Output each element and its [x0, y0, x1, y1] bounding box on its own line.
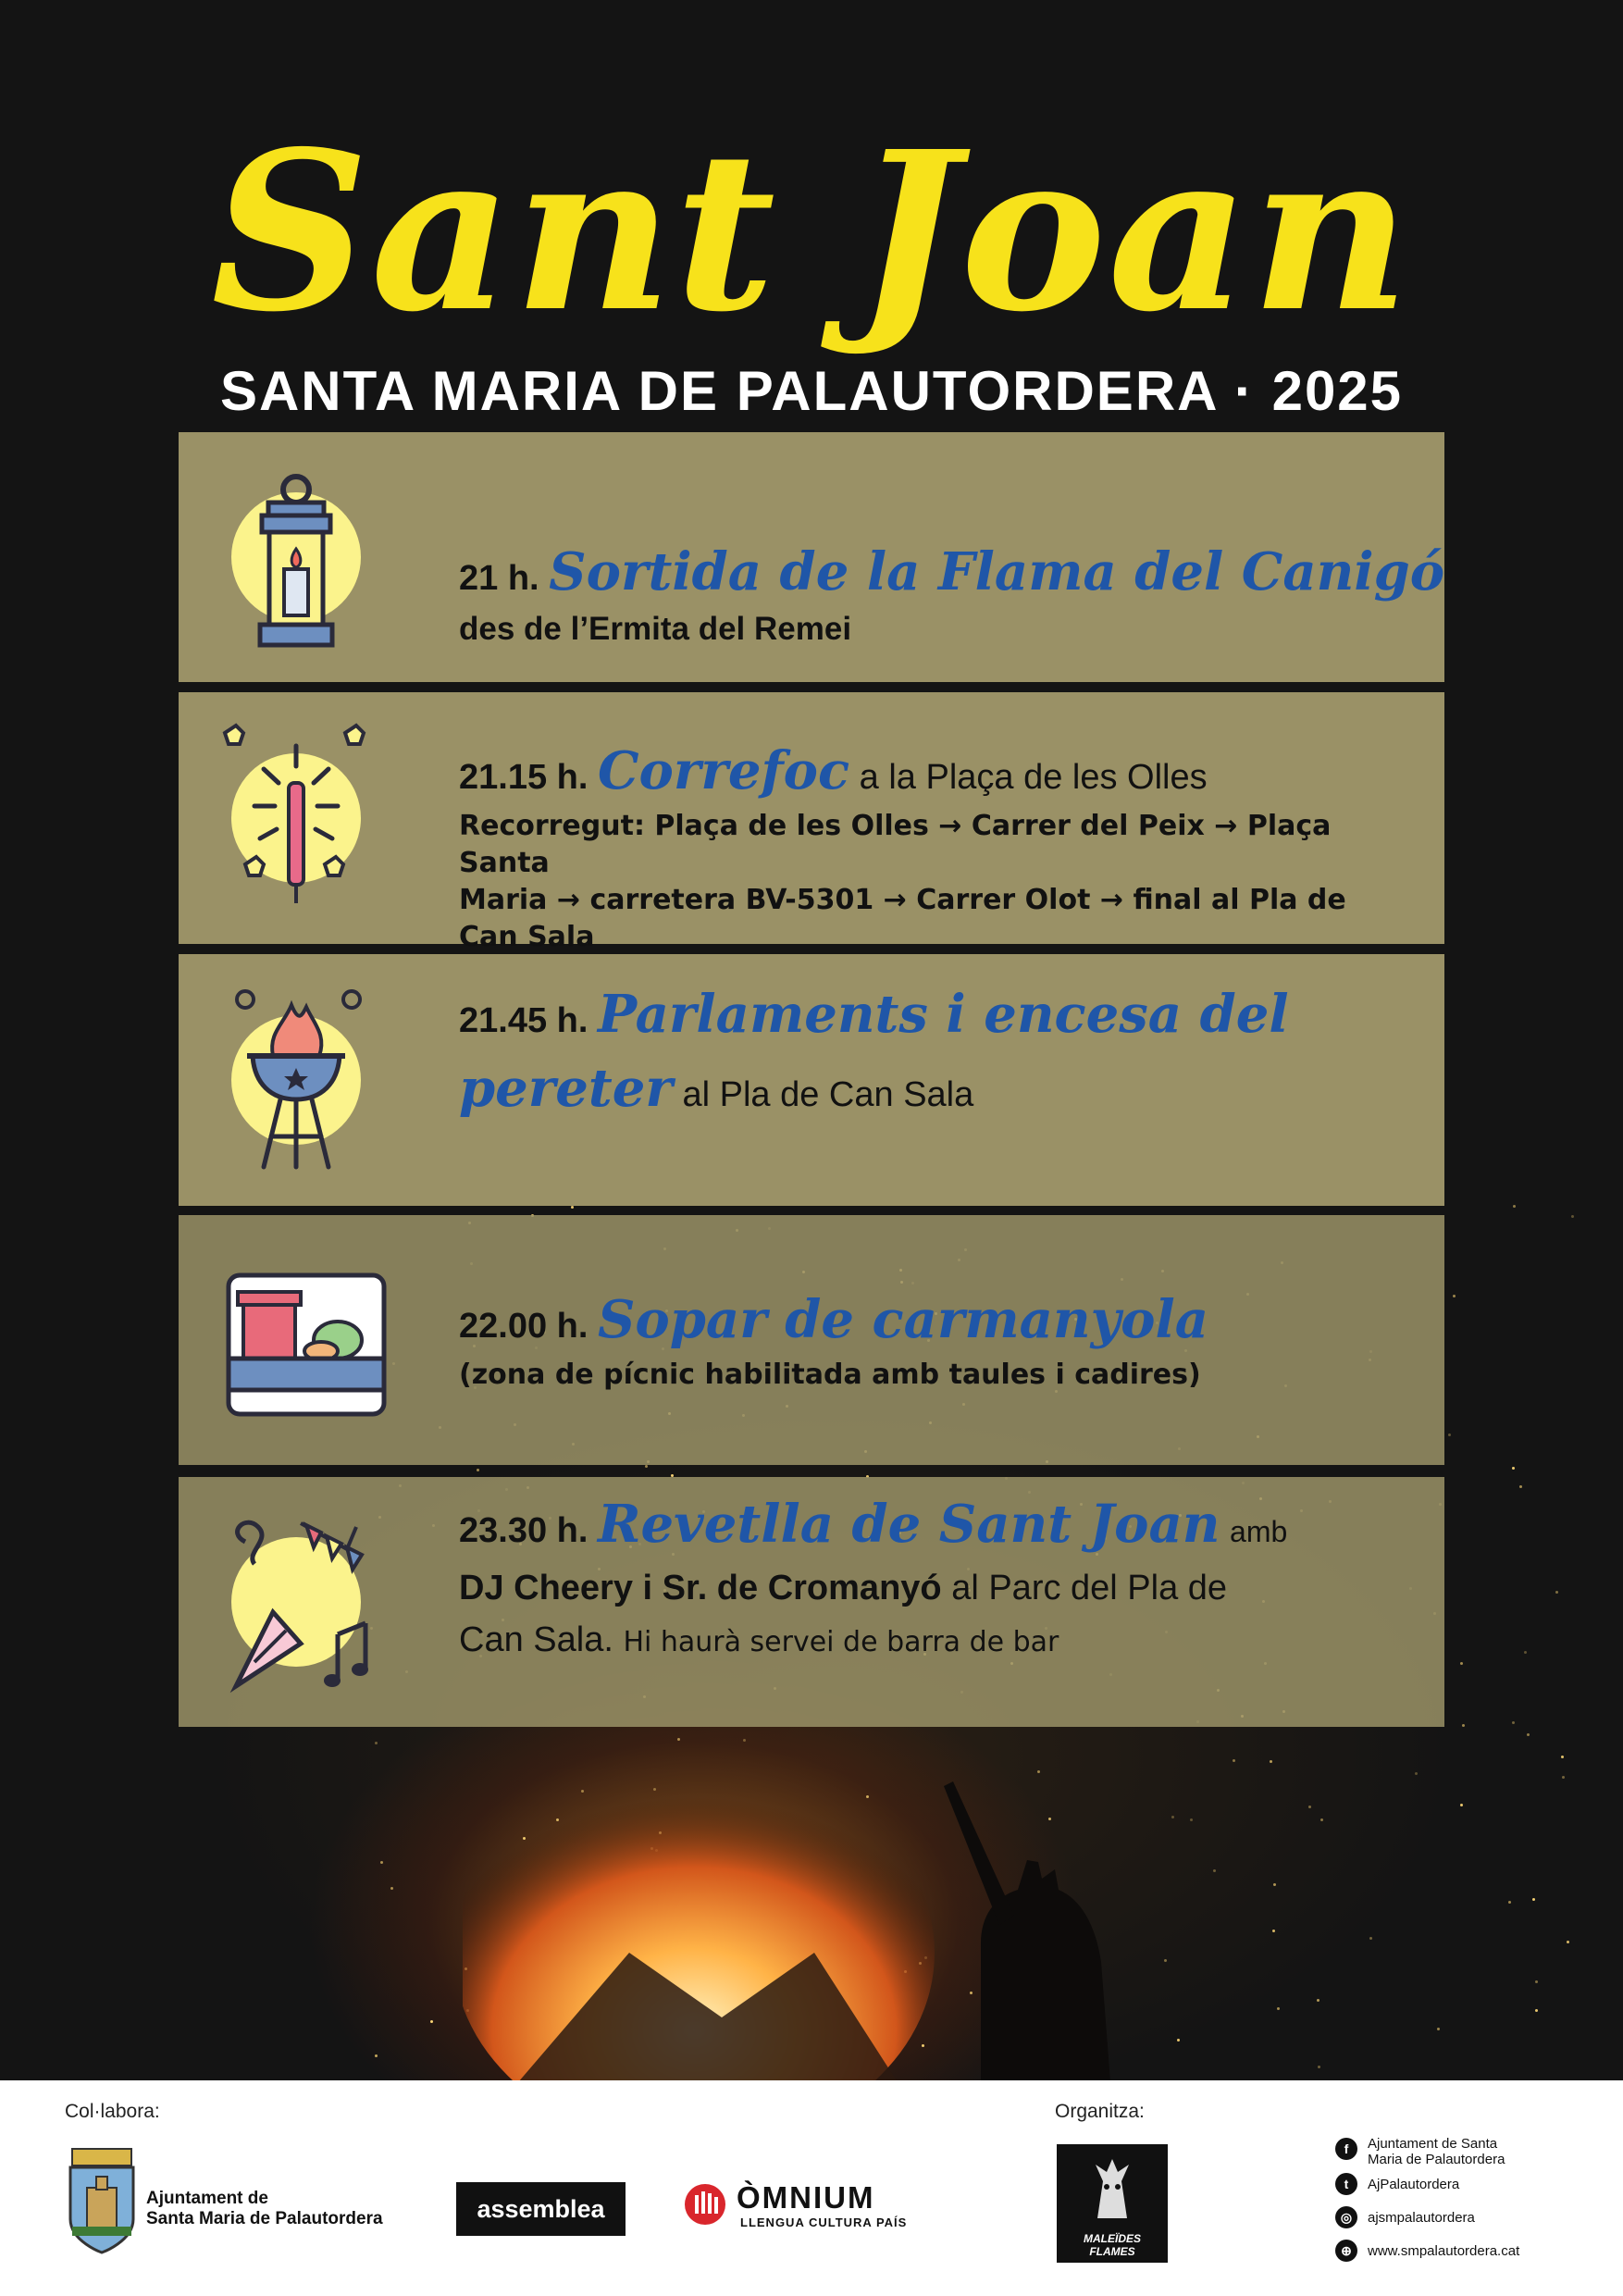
- spark: [1318, 2066, 1320, 2068]
- ajuntament-coat-of-arms-icon: [65, 2145, 139, 2256]
- spark: [1524, 1651, 1527, 1654]
- facebook-handle-line: Ajuntament de Santa: [1368, 2136, 1498, 2152]
- event-route-line: Maria → carretera BV-5301 → Carrer Olot → final al Pla de Can Sala: [459, 884, 1346, 953]
- spark: [1460, 1804, 1463, 1806]
- event-location: al Pla de Can Sala: [682, 1075, 974, 1114]
- event-card-correfoc: [179, 692, 1444, 953]
- spark: [1320, 1818, 1323, 1821]
- event-location-cont: Can Sala.: [459, 1620, 613, 1659]
- event-time: 22.00 h.: [459, 1307, 588, 1346]
- spark: [1453, 1295, 1456, 1297]
- facebook-handle-line: Maria de Palautordera: [1368, 2152, 1505, 2167]
- ajuntament-name-line: Santa Maria de Palautordera: [146, 2209, 383, 2228]
- event-name: Revetlla de Sant Joan: [597, 1494, 1220, 1555]
- party-icon: [217, 1505, 393, 1699]
- maleides-flames-line: MALEÏDES: [1083, 2232, 1141, 2245]
- spark: [1567, 1941, 1569, 1943]
- twitter-handle[interactable]: AjPalautordera: [1368, 2177, 1460, 2192]
- spark: [477, 1469, 479, 1471]
- event-time: 21.15 h.: [459, 758, 588, 797]
- twitter-icon: t: [1335, 2173, 1357, 2195]
- event-name: Sortida de la Flama del Canigó: [549, 541, 1445, 602]
- event-name: Sopar de carmanyola: [597, 1289, 1209, 1350]
- bonfire-illustration: [463, 1647, 1221, 2082]
- organitza-label: Organitza:: [1055, 2101, 1145, 2122]
- spark: [1270, 1760, 1272, 1763]
- event-performers: DJ Cheery i Sr. de Cromanyó: [459, 1569, 942, 1607]
- event-route-line: Recorregut: Plaça de les Olles → Carrer del Peix → Plaça Santa: [459, 810, 1332, 879]
- spark: [1273, 1883, 1276, 1886]
- spark: [1317, 1999, 1319, 2002]
- ajuntament-name-line: Ajuntament de: [146, 2189, 268, 2208]
- spark: [1519, 1485, 1522, 1488]
- event-details: (zona de pícnic habilitada amb taules i cadires): [459, 1359, 1201, 1391]
- ajuntament-logo-text: [146, 2189, 383, 2229]
- maleides-flames-logo: [1057, 2144, 1168, 2263]
- spark: [1555, 1591, 1558, 1594]
- spark: [1369, 1937, 1372, 1940]
- event-card-flama: [179, 432, 1444, 682]
- instagram-handle[interactable]: ajsmpalautordera: [1368, 2210, 1475, 2226]
- spark: [1571, 1215, 1574, 1218]
- spark: [1512, 1467, 1515, 1470]
- event-time: 23.30 h.: [459, 1511, 588, 1550]
- spark: [1513, 1205, 1516, 1208]
- facebook-handle[interactable]: [1368, 2136, 1505, 2167]
- spark: [1437, 2028, 1440, 2030]
- event-details: des de l’Ermita del Remei: [459, 611, 852, 647]
- spark: [1460, 1662, 1463, 1665]
- spark: [375, 2054, 378, 2057]
- spark: [1535, 2009, 1538, 2012]
- spark: [1527, 1733, 1530, 1736]
- spark: [380, 1861, 383, 1864]
- spark: [1508, 1901, 1511, 1904]
- facebook-icon: f: [1335, 2138, 1357, 2160]
- event-text: [459, 1289, 1412, 1394]
- event-text: [459, 1494, 1412, 1666]
- assemblea-logo: assemblea: [456, 2182, 626, 2236]
- spark: [1535, 1980, 1538, 1983]
- event-name-cont: pereter: [459, 1058, 673, 1119]
- spark: [1561, 1756, 1564, 1758]
- spark: [390, 1887, 393, 1890]
- event-time: 21.45 h.: [459, 1001, 588, 1040]
- spark: [1415, 1772, 1418, 1775]
- event-location: a la Plaça de les Olles: [859, 758, 1208, 797]
- spark: [1308, 1806, 1311, 1808]
- event-name: Parlaments i encesa del: [597, 984, 1289, 1045]
- omnium-logo-text: ÒMNIUM: [737, 2180, 875, 2215]
- spark: [1233, 1759, 1235, 1762]
- spark: [571, 1206, 574, 1209]
- footer: [0, 2080, 1623, 2296]
- maleides-flames-line: FLAMES: [1089, 2245, 1135, 2258]
- spark: [1532, 1898, 1535, 1901]
- event-location: al Parc del Pla de: [951, 1569, 1228, 1607]
- page-subtitle: SANTA MARIA DE PALAUTORDERA · 2025: [219, 360, 1404, 422]
- spark: [645, 1465, 648, 1468]
- spark: [1448, 1433, 1451, 1436]
- event-text: [459, 541, 1445, 650]
- event-bar-service: Hi haurà servei de barra de bar: [623, 1626, 1059, 1658]
- spark: [1272, 1930, 1275, 1932]
- brazier-icon: [217, 987, 375, 1181]
- instagram-icon: ◎: [1335, 2206, 1357, 2228]
- event-connector: amb: [1230, 1515, 1288, 1548]
- page-title: Sant Joan: [211, 103, 1412, 360]
- lunchbox-icon: [217, 1266, 393, 1423]
- lantern-icon: [217, 469, 375, 664]
- spark: [430, 2020, 433, 2023]
- website-link[interactable]: www.smpalautordera.cat: [1368, 2243, 1520, 2259]
- omnium-logo-icon: [683, 2182, 727, 2227]
- omnium-tagline: LLENGUA CULTURA PAÍS: [740, 2215, 908, 2229]
- collabora-label: Col·labora:: [65, 2101, 160, 2122]
- event-time: 21 h.: [459, 559, 539, 598]
- event-card-parlaments: [179, 954, 1444, 1206]
- devil-logo-icon: [1057, 2144, 1168, 2228]
- event-name: Correfoc: [597, 740, 850, 801]
- spark: [1277, 2007, 1280, 2010]
- spark: [1562, 1776, 1565, 1779]
- spark: [1512, 1721, 1515, 1724]
- spark: [375, 1742, 378, 1744]
- event-card-sopar: [179, 1215, 1444, 1465]
- firework-icon: [217, 718, 375, 912]
- spark: [1462, 1724, 1465, 1727]
- web-icon: ⊕: [1335, 2240, 1357, 2262]
- event-text: [459, 984, 1412, 1132]
